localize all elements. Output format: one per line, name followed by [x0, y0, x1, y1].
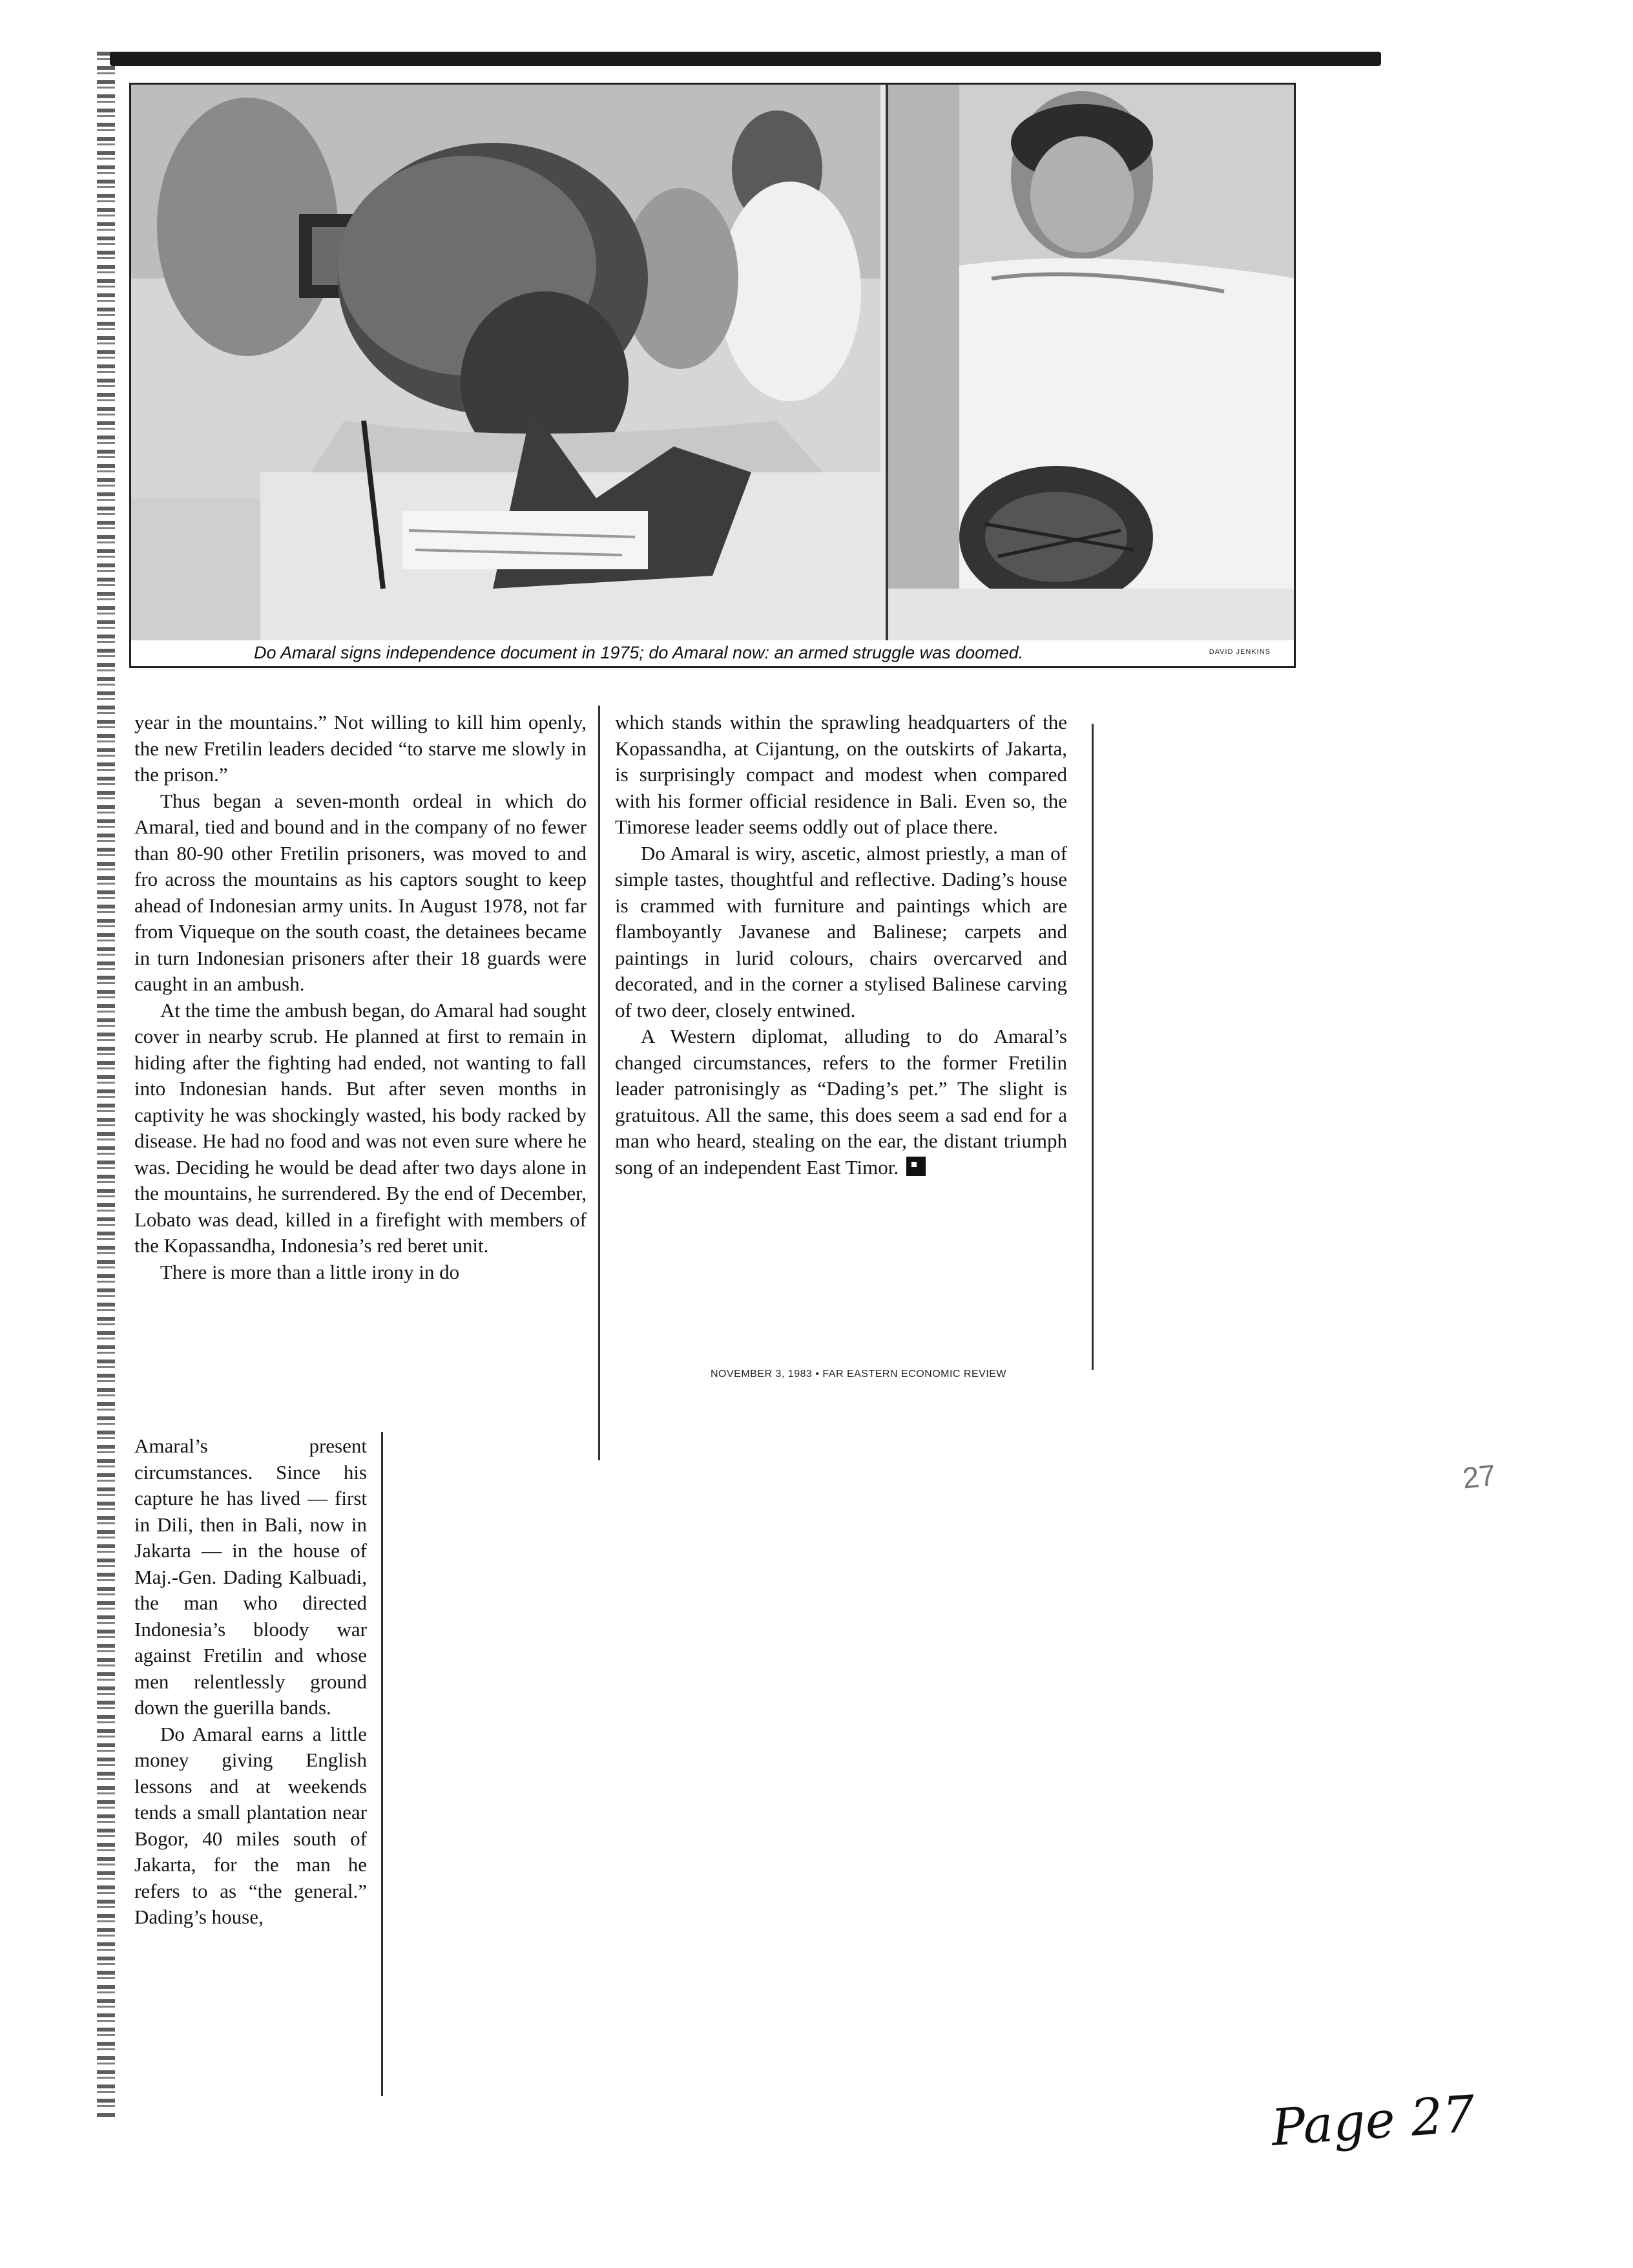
- paragraph-last: [615, 1024, 1067, 1181]
- handwritten-page-number: Page 27: [1269, 2085, 1477, 2158]
- paragraph: At the time the ambush began, do Amaral had sought cover in nearby scrub. He planned at first to remain in hiding after the fighting had ended, not wanting to fall into Indonesian hands. But after seven months in captivity he was shockingly wasted, his body racked by disease. He had no food and was not even sure where he was. Deciding he would be dead after two days alone in the mountains, he surrendered. By the end of December, Lobato was dead, killed in a firefight with members of the Kopassandha, Indonesia’s red beret unit.: [134, 998, 587, 1257]
- pencil-mark: 27: [1461, 1458, 1497, 1495]
- paragraph: Amaral’s present circumstances. Since his capture he has lived — first in Dili, then in Bali, now in Jakarta — in the house of Maj.-Gen. Dading Kalbuadi, the man who directed Indonesia’s bloody war against Fretilin and whose men relentlessly ground down the guerilla bands.: [134, 1434, 367, 1719]
- photo-credit: DAVID JENKINS: [1209, 648, 1271, 656]
- paragraph: There is more than a little irony in do: [160, 1260, 460, 1283]
- paragraph: Do Amaral is wiry, ascetic, almost priestly, a man of simple tastes, thoughtful and reflective. Dading’s house is crammed with furniture and paintings which are flamboyantly Javanese and Balinese; carpets and paintings in lurid colours, chairs overcarved and decorated, and in the corner a stylised Balinese carving of two deer, closely entwined.: [615, 841, 1067, 1022]
- publication-footer: NOVEMBER 3, 1983 • FAR EASTERN ECONOMIC REVIEW: [711, 1369, 1007, 1380]
- photo-caption-row: [131, 640, 1294, 666]
- column-divider: [1092, 724, 1094, 1370]
- paragraph: which stands within the sprawling headquarters of the Kopassandha, at Cijantung, on the outskirts of Jakarta, is surprisingly compact and modest when compared with his former official residence in Bali. Even so, the Timorese leader seems oddly out of place there.: [615, 711, 1067, 838]
- paragraph-text: A Western diplomat, alluding to do Amaral’s changed circumstances, refers to the former Fretilin leader patronisingly as “Dading’s pet.” The slight is gratuitous. All the same, this does seem a sad end for a man who heard, stealing on the ear, the distant triumph song of an independent East Timor.: [615, 1025, 1067, 1179]
- photo-frame: [129, 83, 1296, 668]
- photo-do-amaral-now: [886, 85, 1296, 640]
- column-divider: [381, 1432, 383, 2096]
- article-column-1: [134, 709, 587, 1285]
- article-column-1-continued: [134, 1433, 367, 1931]
- photo-signing-document: [131, 85, 880, 640]
- column-divider: [598, 706, 600, 1460]
- paragraph: Thus began a seven-month ordeal in which do Amaral, tied and bound and in the company of no fewer than 80-90 other Fretilin prisoners, was moved to and fro across the mountains as his captors sought to keep ahead of Indonesian army units. In August 1978, not far from Viqueque on the south coast, the detainees became in turn Indonesian prisoners after their 18 guards were caught in an ambush.: [134, 789, 587, 995]
- paragraph: Do Amaral earns a little money giving English lessons and at weekends tends a small plantation near Bogor, 40 miles south of Jakarta, for the man he refers to as “the general.” Dading’s house,: [134, 1722, 367, 1928]
- paragraph: year in the mountains.” Not willing to kill him openly, the new Fretilin leaders decided “to starve me slowly in the prison.”: [134, 711, 587, 786]
- article-column-2: [615, 709, 1067, 1181]
- photo-caption: Do Amaral signs independence document in 1975; do Amaral now: an armed struggle was doomed.: [254, 643, 1024, 662]
- end-of-article-icon: [906, 1157, 926, 1176]
- scanned-left-edge: [97, 52, 115, 2119]
- top-border-bar: [110, 52, 1381, 66]
